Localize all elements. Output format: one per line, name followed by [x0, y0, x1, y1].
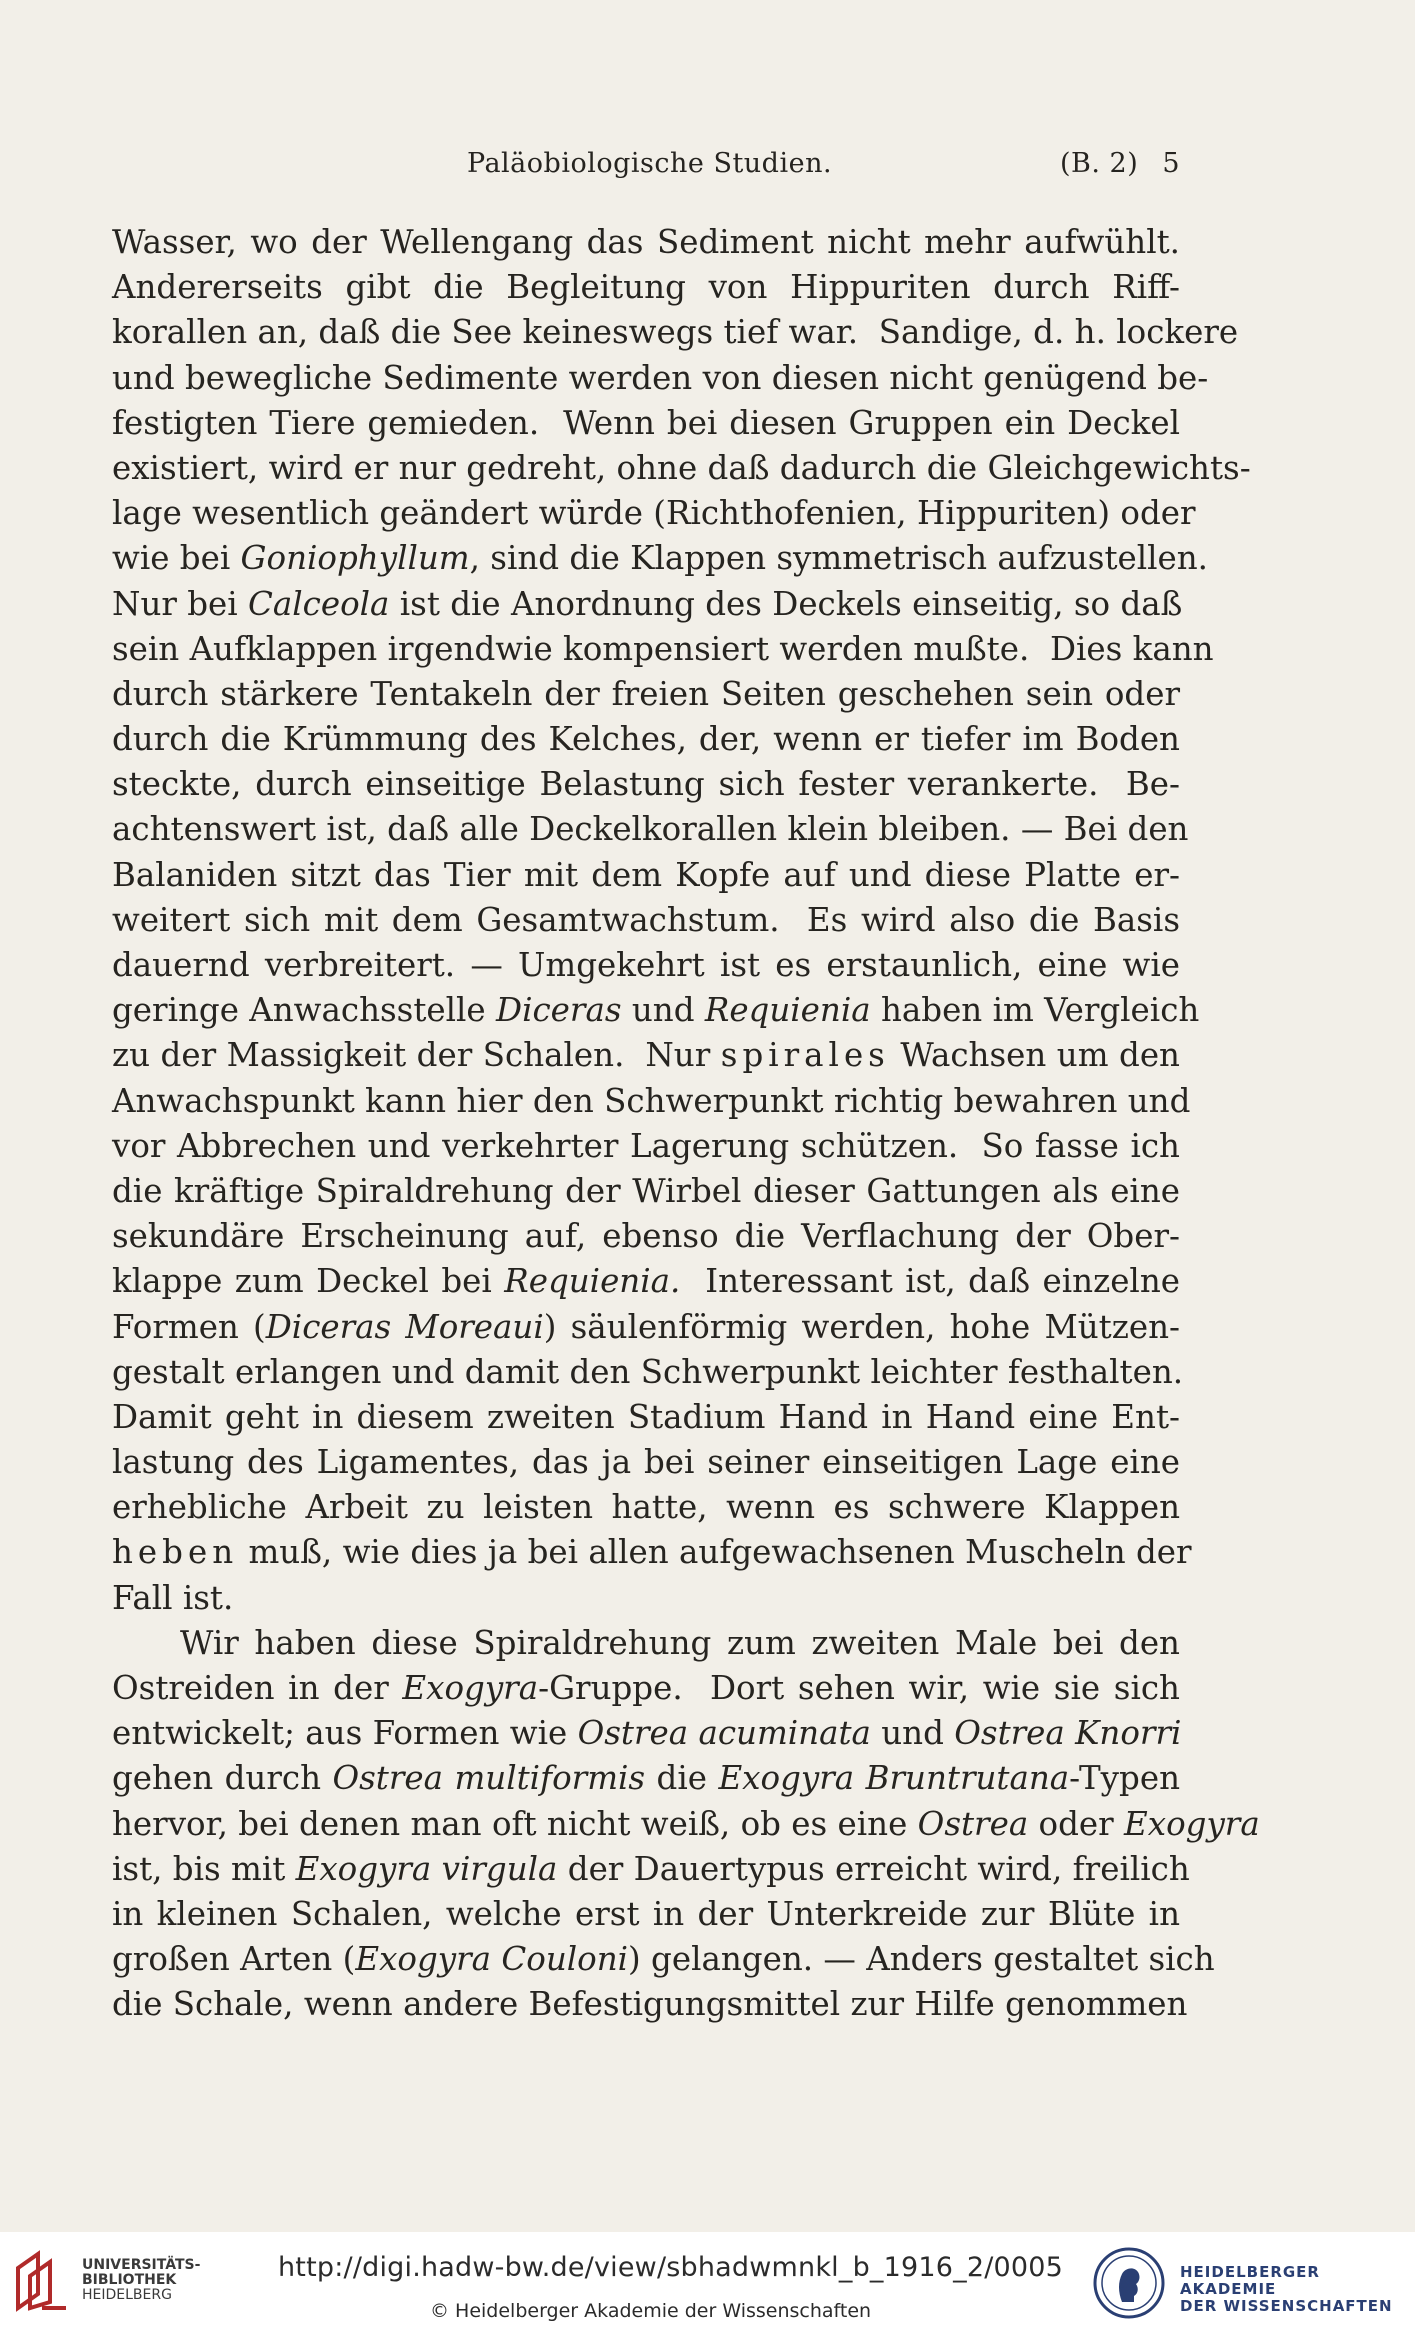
text-segment: Nur bei: [112, 584, 248, 623]
text-line: [112, 1982, 1188, 2027]
text-line: [112, 1530, 1192, 1575]
university-library-name: [82, 2258, 200, 2303]
library-name-line: UNIVERSITÄTS-: [82, 2257, 201, 2273]
text-line: [112, 1802, 1260, 1847]
text-segment: klappe zum Deckel bei: [112, 1262, 505, 1301]
text-segment: Damit geht in diesem zweiten Stadium Hand in Hand eine Ent-: [112, 1397, 1180, 1436]
text-segment: , sind die Klappen symmetrisch aufzustellen.: [469, 539, 1209, 578]
text-line: [112, 1756, 1180, 1801]
text-segment: korallen an, daß die See keineswegs tief war. Sandige, d. h. lockere: [112, 313, 1239, 352]
text-line: [112, 1666, 1180, 1711]
text-line: [112, 1485, 1180, 1530]
text-segment: und: [870, 1714, 955, 1753]
library-name-line: HEIDELBERG: [82, 2287, 172, 2303]
text-line: [112, 536, 1209, 581]
page-header: [112, 148, 1182, 188]
italic-term: Exogyra Bruntrutana: [718, 1759, 1070, 1798]
text-segment: zu der Massigkeit der Schalen. Nur: [112, 1036, 721, 1075]
spaced-emphasis: heben: [112, 1533, 239, 1572]
text-segment: der Dauertypus erreicht wird, freilich: [557, 1849, 1190, 1888]
italic-term: Ostrea acuminata: [577, 1714, 871, 1753]
footer-bar: [0, 2232, 1415, 2332]
text-line: [112, 1079, 1191, 1124]
italic-term: Ostrea: [917, 1804, 1029, 1843]
text-segment: die Schale, wenn andere Befestigungsmittel zur Hilfe genommen: [112, 1985, 1188, 2024]
text-segment: durch die Krümmung des Kelches, der, wenn er tiefer im Boden: [112, 720, 1180, 759]
text-line: [112, 1214, 1180, 1259]
text-segment: gehen durch: [112, 1759, 333, 1798]
text-segment: Anwachspunkt kann hier den Schwerpunkt richtig bewahren und: [112, 1081, 1191, 1120]
italic-term: Diceras Moreaui: [265, 1307, 544, 1346]
italic-term: Exogyra: [402, 1669, 539, 1707]
text-segment: und: [621, 991, 705, 1030]
text-segment: sein Aufklappen irgendwie kompensiert werden mußte. Dies kann: [112, 629, 1214, 668]
text-segment: ) gelangen. — Anders gestaltet sich: [628, 1940, 1215, 1979]
text-line: [112, 1576, 1180, 1621]
text-line: [112, 853, 1180, 898]
italic-term: Requienia: [704, 991, 871, 1030]
text-line: [112, 491, 1196, 536]
text-line: [112, 446, 1251, 491]
page-number: 5: [1162, 148, 1180, 179]
body-text: [112, 220, 1260, 2028]
text-segment: achtenswert ist, daß alle Deckelkorallen klein bleiben. — Bei den: [112, 810, 1189, 849]
italic-term: Goniophyllum: [240, 539, 470, 578]
text-line: [112, 807, 1189, 852]
italic-term: Diceras: [496, 991, 622, 1030]
text-segment: lage wesentlich geändert würde (Richthofenien, Hippuriten) oder: [112, 494, 1196, 533]
italic-term: Exogyra Couloni: [355, 1940, 629, 1979]
text-segment: muß, wie dies ja bei allen aufgewachsenen Muscheln der: [238, 1533, 1192, 1572]
text-segment: und bewegliche Sedimente werden von diesen nicht genügend be-: [112, 358, 1209, 397]
text-line: [112, 1169, 1180, 1214]
text-segment: erhebliche Arbeit zu leisten hatte, wenn es schwere Klappen: [112, 1488, 1180, 1527]
text-segment: Ostreiden in der: [112, 1669, 403, 1707]
copyright-notice: © Heidelberger Akademie der Wissenschaften: [430, 2300, 872, 2322]
text-line: [112, 1621, 1180, 1666]
text-segment: haben im Vergleich: [870, 991, 1200, 1030]
academy-name-line: DER WISSENSCHAFTEN: [1180, 2297, 1393, 2315]
text-segment: geringe Anwachsstelle: [112, 991, 497, 1030]
text-segment: die: [645, 1759, 719, 1798]
text-segment: die kräftige Spiraldrehung der Wirbel dieser Gattungen als eine: [112, 1171, 1180, 1210]
text-line: [112, 943, 1180, 988]
text-segment: wie bei: [112, 539, 241, 578]
text-line: [112, 265, 1180, 310]
academy-name-line: HEIDELBERGER AKADEMIE: [1180, 2263, 1320, 2298]
text-line: [112, 627, 1214, 672]
section-reference: (B. 2): [1060, 148, 1139, 179]
text-line: [112, 220, 1180, 265]
text-segment: Wachsen um den: [889, 1036, 1180, 1075]
text-segment: -Gruppe. Dort sehen wir, wie sie sich: [538, 1669, 1180, 1707]
text-segment: Balaniden sitzt das Tier mit dem Kopfe auf und diese Platte er-: [112, 855, 1180, 894]
text-line: [112, 1892, 1180, 1937]
text-segment: ) säulenförmig werden, hohe Mützen-: [543, 1307, 1181, 1346]
text-line: [112, 1124, 1180, 1169]
permalink-url[interactable]: http://digi.hadw-bw.de/view/sbhadwmnkl_b_1916_2/0005: [278, 2252, 1064, 2283]
text-line: [112, 717, 1180, 762]
text-segment: sekundäre Erscheinung auf, ebenso die Verflachung der Ober-: [112, 1217, 1180, 1256]
text-line: [112, 356, 1209, 401]
academy-name: [1180, 2264, 1415, 2315]
text-segment: weitert sich mit dem Gesamtwachstum. Es wird also die Basis: [112, 900, 1180, 939]
text-line: [112, 1847, 1190, 1892]
spaced-emphasis: spirales: [720, 1036, 890, 1075]
text-segment: Interessant ist, daß einzelne: [680, 1262, 1180, 1301]
text-line: [112, 310, 1239, 355]
text-segment: vor Abbrechen und verkehrter Lagerung schützen. So fasse ich: [112, 1126, 1180, 1165]
text-segment: festigten Tiere gemieden. Wenn bei diesen Gruppen ein Deckel: [112, 403, 1180, 442]
running-title: Paläobiologische Studien.: [467, 148, 833, 179]
text-segment: Fall ist.: [112, 1578, 234, 1617]
text-line: [112, 988, 1200, 1033]
text-line: [112, 1033, 1180, 1078]
text-segment: hervor, bei denen man oft nicht weiß, ob es eine: [112, 1804, 918, 1843]
text-segment: ist, bis mit: [112, 1849, 296, 1888]
text-segment: durch stärkere Tentakeln der freien Seiten geschehen sein oder: [112, 674, 1180, 713]
text-line: [112, 1350, 1184, 1395]
text-line: [112, 1711, 1180, 1756]
text-line: [112, 672, 1180, 717]
text-segment: großen Arten (: [112, 1940, 356, 1979]
text-segment: oder: [1028, 1804, 1125, 1843]
text-line: [112, 582, 1183, 627]
text-line: [112, 1937, 1215, 1982]
text-segment: Wir haben diese Spiraldrehung zum zweiten Male bei den: [180, 1623, 1180, 1662]
text-segment: Formen (: [112, 1307, 266, 1346]
library-name-line: BIBLIOTHEK: [82, 2272, 177, 2288]
text-segment: gestalt erlangen und damit den Schwerpunkt leichter festhalten.: [112, 1352, 1184, 1391]
italic-term: Exogyra: [1124, 1804, 1260, 1843]
text-segment: existiert, wird er nur gedreht, ohne daß dadurch die Gleichgewichts-: [112, 448, 1251, 487]
text-segment: steckte, durch einseitige Belastung sich fester verankerte. Be-: [112, 765, 1180, 804]
text-line: [112, 401, 1180, 446]
italic-term: Calceola: [248, 584, 390, 623]
text-segment: Andererseits gibt die Begleitung von Hippuriten durch Riff-: [112, 268, 1180, 307]
italic-term: Exogyra virgula: [295, 1849, 558, 1888]
academy-seal-icon: [1092, 2246, 1166, 2320]
text-segment: lastung des Ligamentes, das ja bei seiner einseitigen Lage eine: [112, 1443, 1180, 1482]
text-segment: -Typen: [1069, 1759, 1181, 1798]
text-segment: ist die Anordnung des Deckels einseitig, so daß: [389, 584, 1183, 623]
text-line: [112, 1440, 1180, 1485]
italic-term: Requienia.: [504, 1262, 681, 1301]
text-line: [112, 1305, 1180, 1350]
text-line: [112, 762, 1180, 807]
text-segment: Wasser, wo der Wellengang das Sediment nicht mehr aufwühlt.: [112, 223, 1180, 261]
text-segment: entwickelt; aus Formen wie: [112, 1714, 578, 1753]
university-library-logo-icon: [14, 2250, 72, 2314]
text-line: [112, 1259, 1180, 1304]
italic-term: Ostrea multiformis: [332, 1759, 646, 1798]
text-segment: in kleinen Schalen, welche erst in der Unterkreide zur Blüte in: [112, 1894, 1180, 1933]
text-line: [112, 898, 1180, 943]
text-line: [112, 1395, 1180, 1440]
italic-term: Ostrea Knorri: [954, 1714, 1182, 1753]
text-segment: dauernd verbreitert. — Umgekehrt ist es erstaunlich, eine wie: [112, 946, 1180, 984]
